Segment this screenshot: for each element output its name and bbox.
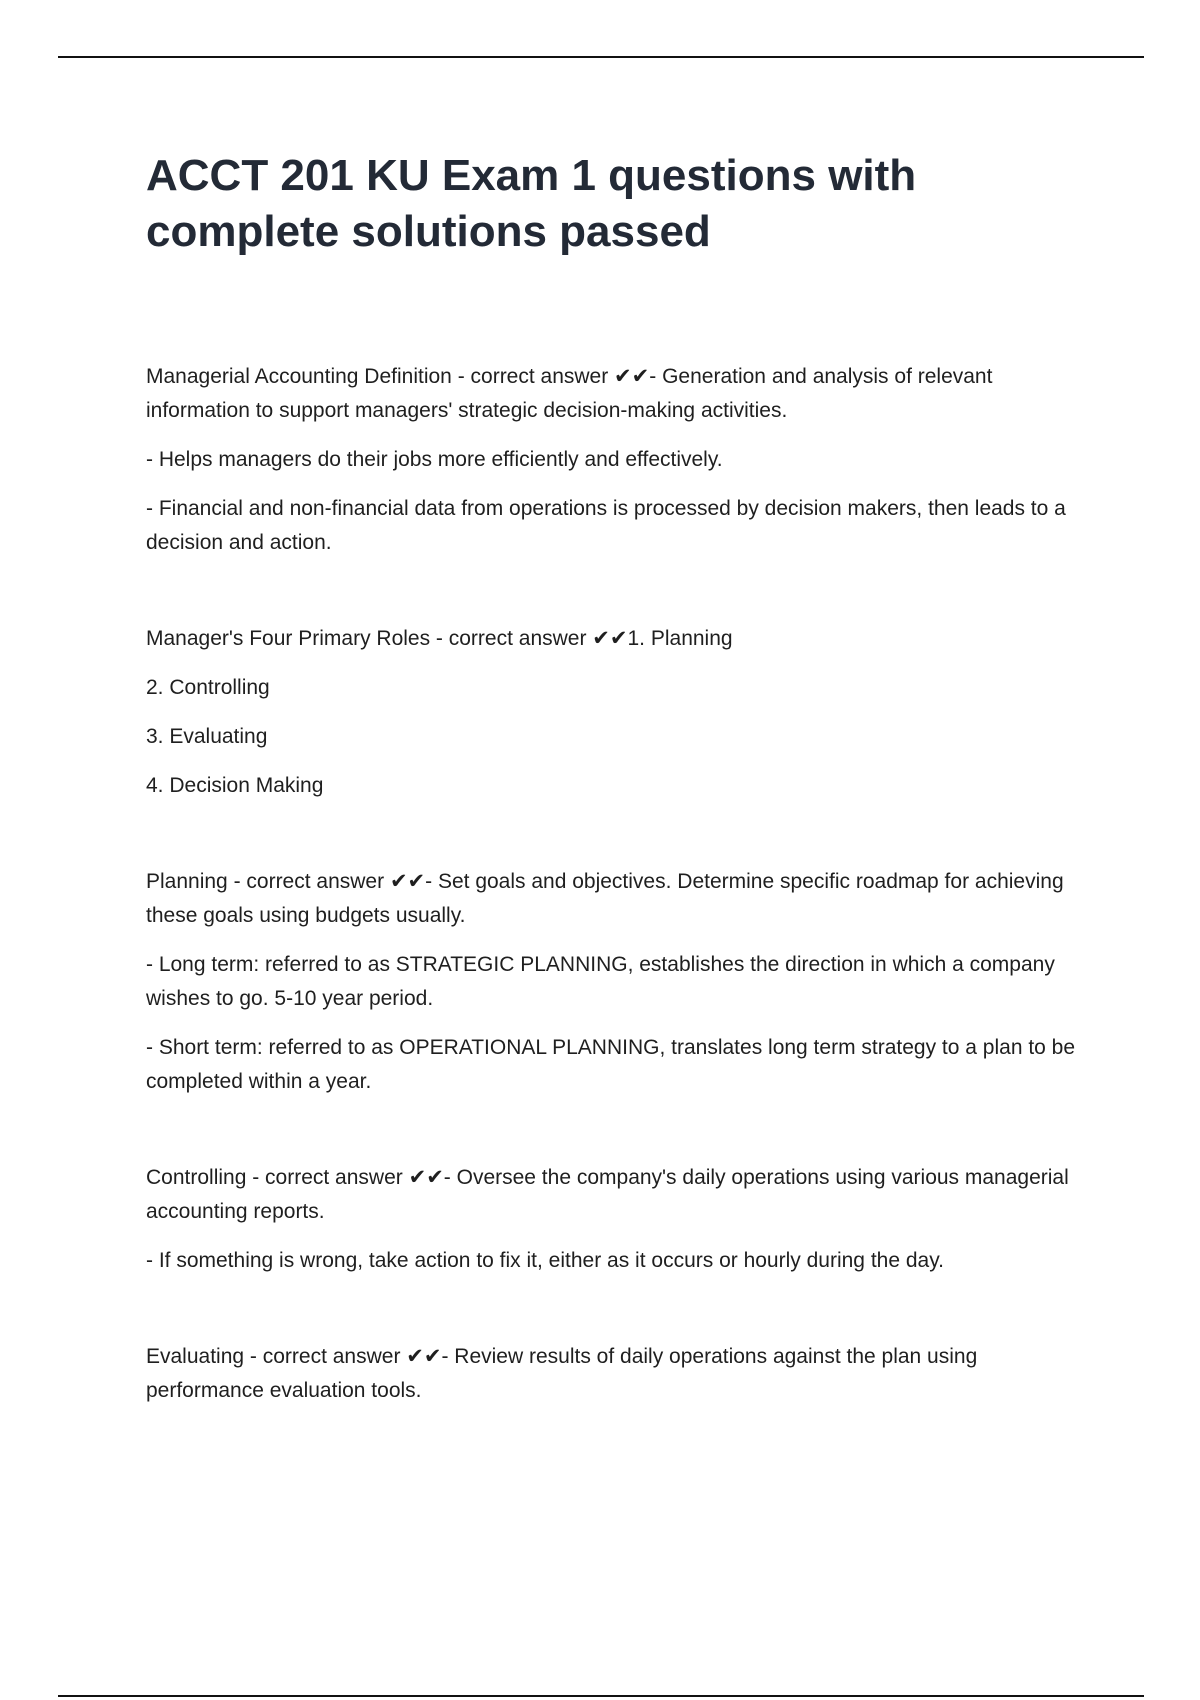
- qa-entry-evaluating: [146, 1340, 1086, 1408]
- document-title: ACCT 201 KU Exam 1 questions with complete solutions passed: [146, 151, 917, 256]
- qa-paragraph: - Helps managers do their jobs more efficiently and effectively.: [146, 448, 723, 471]
- qa-list: [146, 360, 1086, 1408]
- qa-paragraph: Manager's Four Primary Roles - correct answer ✔✔1. Planning: [146, 627, 733, 650]
- top-divider: [58, 56, 1144, 58]
- qa-entry-planning: [146, 865, 1086, 1099]
- qa-paragraph: Controlling - correct answer ✔✔- Oversee the company's daily operations using various managerial accounting reports.: [146, 1166, 1069, 1223]
- qa-paragraph: - If something is wrong, take action to fix it, either as it occurs or hourly during the day.: [146, 1249, 944, 1272]
- qa-paragraph: Evaluating - correct answer ✔✔- Review results of daily operations against the plan using performance evaluation tools.: [146, 1345, 978, 1402]
- qa-paragraph: 4. Decision Making: [146, 774, 324, 797]
- qa-paragraph: - Short term: referred to as OPERATIONAL PLANNING, translates long term strategy to a plan to be completed within a year.: [146, 1036, 1076, 1093]
- qa-entry-four-roles: [146, 622, 1086, 803]
- qa-paragraph: 2. Controlling: [146, 676, 270, 699]
- bottom-divider: [58, 1695, 1144, 1697]
- qa-paragraph: 3. Evaluating: [146, 725, 268, 748]
- qa-entry-controlling: [146, 1161, 1086, 1278]
- qa-paragraph: Planning - correct answer ✔✔- Set goals and objectives. Determine specific roadmap for achieving these goals using budgets usually.: [146, 870, 1064, 927]
- document-body: [146, 148, 1086, 1470]
- qa-paragraph: - Long term: referred to as STRATEGIC PLANNING, establishes the direction in which a company wishes to go. 5-10 year period.: [146, 953, 1055, 1010]
- qa-paragraph: Managerial Accounting Definition - correct answer ✔✔- Generation and analysis of relevant information to support managers' strategic decision-making activities.: [146, 365, 993, 422]
- qa-entry-managerial-accounting: [146, 360, 1086, 560]
- qa-paragraph: - Financial and non-financial data from operations is processed by decision makers, then leads to a decision and action.: [146, 497, 1066, 554]
